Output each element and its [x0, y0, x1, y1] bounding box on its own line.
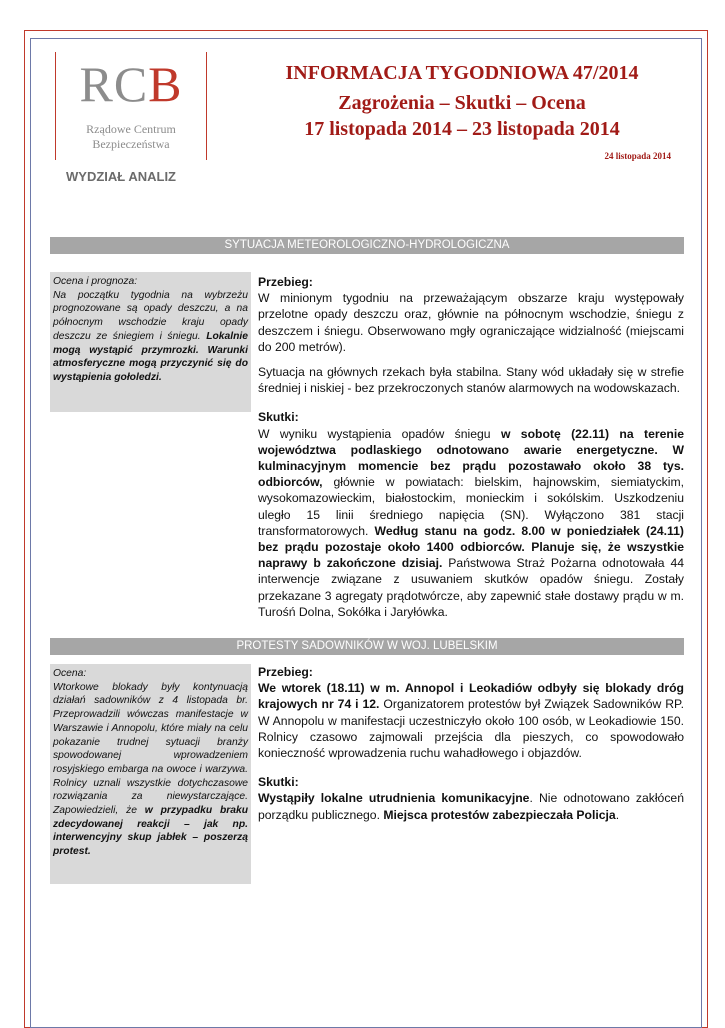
- rcb-logo: [55, 52, 207, 160]
- course-paragraph-2: Sytuacja na głównych rzekach była stabilna. Stany wód układały się w strefie średniej i niskiej - bez przekroczonych stanów alarmowych na wodowskazach.: [258, 365, 684, 396]
- effects-heading: Skutki:: [258, 775, 299, 790]
- effects-heading: Skutki:: [258, 410, 299, 425]
- assessment-text: Wtorkowe blokady były kontynuacją działań sadowników z 4 listopada br. Przeprowadzili wówczas manifestacje w Warszawie i Annopolu, które miały na celu pokazanie trudnej sytuacji branży spowodowanej wprowadzeniem rosyjskiego embarga na owoce i warzywa. Rolnicy uznali wszystkie dotychczasowe rozwiązania za niewystarczające. Zapowiedzieli, że w przypadku braku zdecydowanej reakcji – jak np. interwencyjny skup jabłek – poszerzą protest.: [53, 681, 248, 858]
- assessment-text: Na początku tygodnia na wybrzeżu prognozowane są opady deszczu, a na północnym wschodzie kraju opady deszczu ze śniegiem i śniegu. Lokalnie mogą wystąpić przymrozki. Warunki atmosferyczne mogą przyczynić się do wystąpienia gołoledzi.: [53, 289, 248, 383]
- logo-line1: Rządowe Centrum: [86, 122, 176, 136]
- document-title: INFORMACJA TYGODNIOWA 47/2014: [285, 62, 639, 84]
- assessment-label: Ocena:: [53, 668, 87, 679]
- course-heading: Przebieg:: [258, 665, 313, 679]
- logo-caption: [56, 122, 206, 152]
- course-paragraph-1: W minionym tygodniu na przeważającym obszarze kraju występowały przelotne opady deszczu oraz, głównie na północnym wschodzie, śniegu z deszczem i śniegu. Obserwowano mgły ograniczające widzialność (miejscami do 200 metrów).: [258, 291, 684, 354]
- course-paragraph: We wtorek (18.11) w m. Annopol i Leokadiów odbyły się blokady dróg krajowych nr 74 i 12. Organizatorem protestów był Związek Sadowników RP. W Annopolu w manifestacji uczestniczyło około 100 osób, w Leokadiowie 150. Rolnicy czasowo zajmowali przejścia dla pieszych, co spowodowało konieczność wprowadzenia ruchu wahadłowego i objazdów.: [258, 681, 684, 761]
- issue-date: 24 listopada 2014: [604, 151, 671, 161]
- logo-letters: RCB: [79, 56, 183, 112]
- course-heading: Przebieg:: [258, 275, 313, 289]
- section-bar-meteo: SYTUACJA METEOROLOGICZNO-HYDROLOGICZNA: [50, 237, 684, 254]
- section-bar-protests: PROTESTY SADOWNIKÓW W WOJ. LUBELSKIM: [50, 638, 684, 655]
- report-period: 17 listopada 2014 – 23 listopada 2014: [304, 118, 620, 140]
- assessment-label: Ocena i prognoza:: [53, 276, 138, 287]
- document-subtitle: Zagrożenia – Skutki – Ocena: [338, 92, 586, 114]
- section-body-meteo: [258, 274, 684, 620]
- effects-paragraph: Wystąpiły lokalne utrudnienia komunikacyjne. Nie odnotowano zakłóceń porządku publicznego. Miejsca protestów zabezpieczała Policja.: [258, 791, 684, 822]
- assessment-box-protests: [50, 664, 251, 884]
- logo-line2: Bezpieczeństwa: [92, 137, 170, 151]
- assessment-box-meteo: [50, 272, 251, 412]
- section-body-protests: [258, 664, 684, 823]
- effects-paragraph: W wyniku wystąpienia opadów śniegu w sobotę (22.11) na terenie województwa podlaskiego odnotowano awarie energetyczne. W kulminacyjnym momencie bez prądu pozostawało około 38 tys. odbiorców, głównie w powiatach: bielskim, hajnowskim, siemiatyckim, wysokomazowieckim, białostockim, monieckim i sokólskim. Uszkodzeniu uległo 15 linii średniego napięcia (SN). Wyłączono 381 stacji transformatorowych. Według stanu na godz. 8.00 w poniedziałek (24.11) bez prądu pozostaje około 1400 odbiorców. Planuje się, że wszystkie naprawy b zakończone dzisiaj. Państwowa Straż Pożarna odnotowała 44 interwencje związane z usuwaniem skutków opadów śniegu. Zostały przekazane 3 agregaty prądotwórcze, aby zapewnić stałe dostawy prądu w m. Turośń Dolna, Sokółka i Jaryłówka.: [258, 426, 685, 619]
- department-label: WYDZIAŁ ANALIZ: [66, 169, 176, 184]
